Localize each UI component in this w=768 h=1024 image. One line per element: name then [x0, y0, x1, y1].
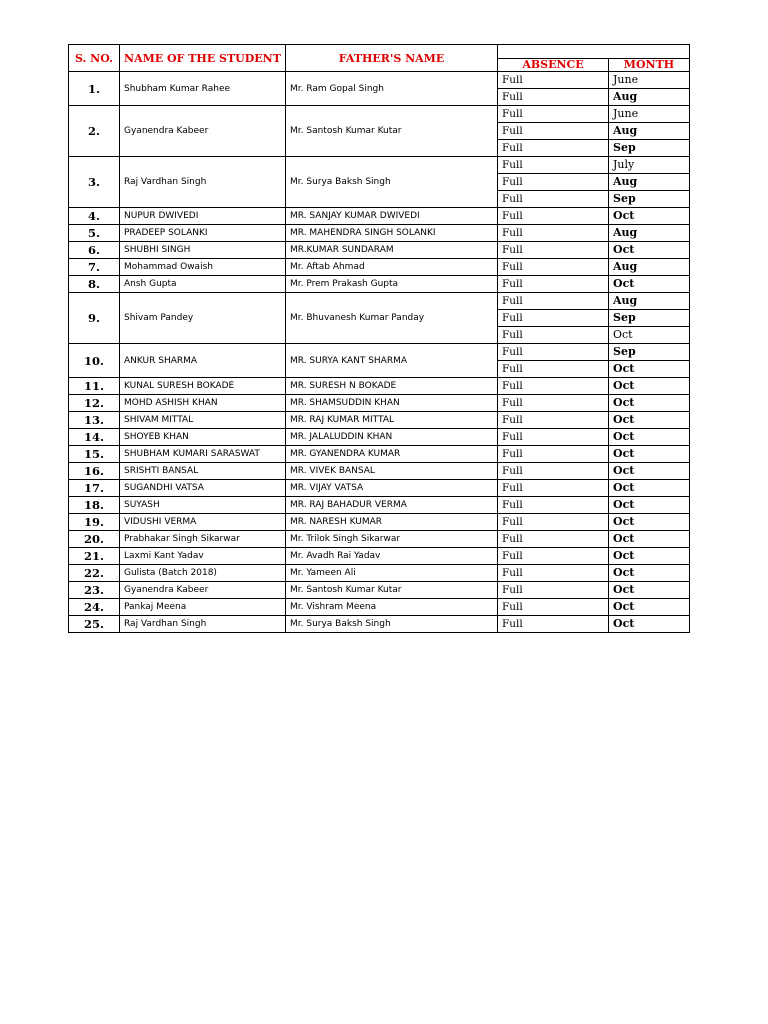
table-row [69, 106, 690, 123]
fathers-name-cell: Mr. Ram Gopal Singh [286, 72, 498, 106]
table-row [69, 616, 690, 633]
table-row [69, 497, 690, 514]
student-name-cell: Ansh Gupta [120, 276, 286, 293]
absence-cell: Full [498, 327, 609, 344]
serial-number-cell: 3. [69, 157, 120, 208]
student-name-cell: Shivam Pandey [120, 293, 286, 344]
header-blank-cell [498, 45, 690, 59]
absence-cell: Full [498, 72, 609, 89]
absence-cell: Full [498, 191, 609, 208]
month-cell: Oct [609, 446, 690, 463]
table-row [69, 412, 690, 429]
student-name-cell: SHIVAM MITTAL [120, 412, 286, 429]
fathers-name-cell: MR. VIJAY VATSA [286, 480, 498, 497]
absence-cell: Full [498, 616, 609, 633]
fathers-name-cell: Mr. Santosh Kumar Kutar [286, 582, 498, 599]
table-row [69, 293, 690, 310]
month-cell: June [609, 106, 690, 123]
header-fathers-name: FATHER'S NAME [286, 45, 498, 72]
fathers-name-cell: Mr. Trilok Singh Sikarwar [286, 531, 498, 548]
absence-cell: Full [498, 412, 609, 429]
table-row [69, 72, 690, 89]
header-student-name: NAME OF THE STUDENT [120, 45, 286, 72]
absence-cell: Full [498, 174, 609, 191]
table-row [69, 446, 690, 463]
fathers-name-cell: MR. SURESH N BOKADE [286, 378, 498, 395]
absence-cell: Full [498, 344, 609, 361]
fathers-name-cell: Mr. Aftab Ahmad [286, 259, 498, 276]
month-cell: Aug [609, 174, 690, 191]
month-cell: Oct [609, 361, 690, 378]
serial-number-cell: 21. [69, 548, 120, 565]
month-cell: Oct [609, 514, 690, 531]
absence-cell: Full [498, 140, 609, 157]
table-row [69, 242, 690, 259]
fathers-name-cell: Mr. Avadh Rai Yadav [286, 548, 498, 565]
serial-number-cell: 10. [69, 344, 120, 378]
student-name-cell: Raj Vardhan Singh [120, 157, 286, 208]
absence-cell: Full [498, 157, 609, 174]
table-row [69, 344, 690, 361]
student-name-cell: VIDUSHI VERMA [120, 514, 286, 531]
student-name-cell: SHUBHI SINGH [120, 242, 286, 259]
student-name-cell: Gyanendra Kabeer [120, 106, 286, 157]
serial-number-cell: 16. [69, 463, 120, 480]
student-name-cell: KUNAL SURESH BOKADE [120, 378, 286, 395]
fathers-name-cell: MR. VIVEK BANSAL [286, 463, 498, 480]
month-cell: Oct [609, 395, 690, 412]
fathers-name-cell: MR. RAJ BAHADUR VERMA [286, 497, 498, 514]
student-name-cell: SRISHTI BANSAL [120, 463, 286, 480]
month-cell: June [609, 72, 690, 89]
month-cell: Oct [609, 208, 690, 225]
table-row [69, 514, 690, 531]
fathers-name-cell: Mr. Vishram Meena [286, 599, 498, 616]
month-cell: Oct [609, 242, 690, 259]
absence-cell: Full [498, 378, 609, 395]
student-name-cell: Gulista (Batch 2018) [120, 565, 286, 582]
table-row [69, 395, 690, 412]
student-name-cell: Prabhakar Singh Sikarwar [120, 531, 286, 548]
table-row [69, 565, 690, 582]
serial-number-cell: 23. [69, 582, 120, 599]
table-row [69, 582, 690, 599]
table-row [69, 531, 690, 548]
student-name-cell: Shubham Kumar Rahee [120, 72, 286, 106]
serial-number-cell: 17. [69, 480, 120, 497]
fathers-name-cell: MR. SURYA KANT SHARMA [286, 344, 498, 378]
student-name-cell: Laxmi Kant Yadav [120, 548, 286, 565]
table-row [69, 480, 690, 497]
month-cell: Oct [609, 548, 690, 565]
fathers-name-cell: Mr. Surya Baksh Singh [286, 157, 498, 208]
absence-cell: Full [498, 123, 609, 140]
month-cell: Aug [609, 293, 690, 310]
serial-number-cell: 7. [69, 259, 120, 276]
absence-cell: Full [498, 548, 609, 565]
student-name-cell: SHOYEB KHAN [120, 429, 286, 446]
month-cell: Oct [609, 378, 690, 395]
serial-number-cell: 14. [69, 429, 120, 446]
serial-number-cell: 20. [69, 531, 120, 548]
serial-number-cell: 22. [69, 565, 120, 582]
absence-cell: Full [498, 531, 609, 548]
absence-cell: Full [498, 429, 609, 446]
fathers-name-cell: MR. JALALUDDIN KHAN [286, 429, 498, 446]
fathers-name-cell: MR. RAJ KUMAR MITTAL [286, 412, 498, 429]
table-row [69, 157, 690, 174]
table-row [69, 378, 690, 395]
month-cell: Aug [609, 259, 690, 276]
absence-cell: Full [498, 514, 609, 531]
table-row [69, 429, 690, 446]
absence-cell: Full [498, 106, 609, 123]
serial-number-cell: 11. [69, 378, 120, 395]
absence-cell: Full [498, 480, 609, 497]
month-cell: Sep [609, 140, 690, 157]
table-row [69, 225, 690, 242]
student-name-cell: MOHD ASHISH KHAN [120, 395, 286, 412]
month-cell: Oct [609, 582, 690, 599]
month-cell: Oct [609, 327, 690, 344]
month-cell: Oct [609, 463, 690, 480]
fathers-name-cell: MR.KUMAR SUNDARAM [286, 242, 498, 259]
serial-number-cell: 8. [69, 276, 120, 293]
serial-number-cell: 12. [69, 395, 120, 412]
month-cell: Oct [609, 616, 690, 633]
serial-number-cell: 15. [69, 446, 120, 463]
header-absence: ABSENCE [498, 59, 609, 72]
month-cell: Oct [609, 599, 690, 616]
month-cell: July [609, 157, 690, 174]
absence-cell: Full [498, 463, 609, 480]
student-name-cell: Raj Vardhan Singh [120, 616, 286, 633]
student-name-cell: NUPUR DWIVEDI [120, 208, 286, 225]
month-cell: Oct [609, 497, 690, 514]
student-name-cell: Mohammad Owaish [120, 259, 286, 276]
absence-cell: Full [498, 310, 609, 327]
serial-number-cell: 2. [69, 106, 120, 157]
serial-number-cell: 4. [69, 208, 120, 225]
month-cell: Aug [609, 123, 690, 140]
month-cell: Oct [609, 412, 690, 429]
absence-cell: Full [498, 395, 609, 412]
student-name-cell: PRADEEP SOLANKI [120, 225, 286, 242]
serial-number-cell: 1. [69, 72, 120, 106]
serial-number-cell: 6. [69, 242, 120, 259]
fathers-name-cell: MR. SHAMSUDDIN KHAN [286, 395, 498, 412]
student-name-cell: SUYASH [120, 497, 286, 514]
student-name-cell: ANKUR SHARMA [120, 344, 286, 378]
absence-cell: Full [498, 276, 609, 293]
absence-cell: Full [498, 582, 609, 599]
month-cell: Oct [609, 480, 690, 497]
serial-number-cell: 9. [69, 293, 120, 344]
absence-cell: Full [498, 361, 609, 378]
serial-number-cell: 5. [69, 225, 120, 242]
serial-number-cell: 18. [69, 497, 120, 514]
student-name-cell: Gyanendra Kabeer [120, 582, 286, 599]
month-cell: Aug [609, 225, 690, 242]
absence-cell: Full [498, 208, 609, 225]
fathers-name-cell: Mr. Yameen Ali [286, 565, 498, 582]
student-name-cell: SHUBHAM KUMARI SARASWAT [120, 446, 286, 463]
month-cell: Sep [609, 344, 690, 361]
table-row [69, 599, 690, 616]
month-cell: Oct [609, 276, 690, 293]
table-row [69, 276, 690, 293]
fathers-name-cell: Mr. Surya Baksh Singh [286, 616, 498, 633]
fathers-name-cell: MR. NARESH KUMAR [286, 514, 498, 531]
month-cell: Aug [609, 89, 690, 106]
serial-number-cell: 25. [69, 616, 120, 633]
header-sno: S. NO. [69, 45, 120, 72]
fathers-name-cell: Mr. Bhuvanesh Kumar Panday [286, 293, 498, 344]
absence-cell: Full [498, 565, 609, 582]
serial-number-cell: 19. [69, 514, 120, 531]
month-cell: Sep [609, 310, 690, 327]
table-row [69, 463, 690, 480]
absence-cell: Full [498, 242, 609, 259]
absence-cell: Full [498, 446, 609, 463]
fathers-name-cell: Mr. Santosh Kumar Kutar [286, 106, 498, 157]
serial-number-cell: 13. [69, 412, 120, 429]
student-name-cell: Pankaj Meena [120, 599, 286, 616]
absence-cell: Full [498, 259, 609, 276]
month-cell: Sep [609, 191, 690, 208]
fathers-name-cell: Mr. Prem Prakash Gupta [286, 276, 498, 293]
fathers-name-cell: MR. SANJAY KUMAR DWIVEDI [286, 208, 498, 225]
absence-cell: Full [498, 599, 609, 616]
fathers-name-cell: MR. MAHENDRA SINGH SOLANKI [286, 225, 498, 242]
month-cell: Oct [609, 531, 690, 548]
table-body [69, 72, 690, 633]
student-name-cell: SUGANDHI VATSA [120, 480, 286, 497]
absence-cell: Full [498, 89, 609, 106]
table-row [69, 548, 690, 565]
fathers-name-cell: MR. GYANENDRA KUMAR [286, 446, 498, 463]
table-row [69, 259, 690, 276]
table-row [69, 208, 690, 225]
absence-cell: Full [498, 293, 609, 310]
header-month: MONTH [609, 59, 690, 72]
absence-cell: Full [498, 497, 609, 514]
serial-number-cell: 24. [69, 599, 120, 616]
absence-table [68, 44, 690, 633]
month-cell: Oct [609, 429, 690, 446]
month-cell: Oct [609, 565, 690, 582]
absence-cell: Full [498, 225, 609, 242]
